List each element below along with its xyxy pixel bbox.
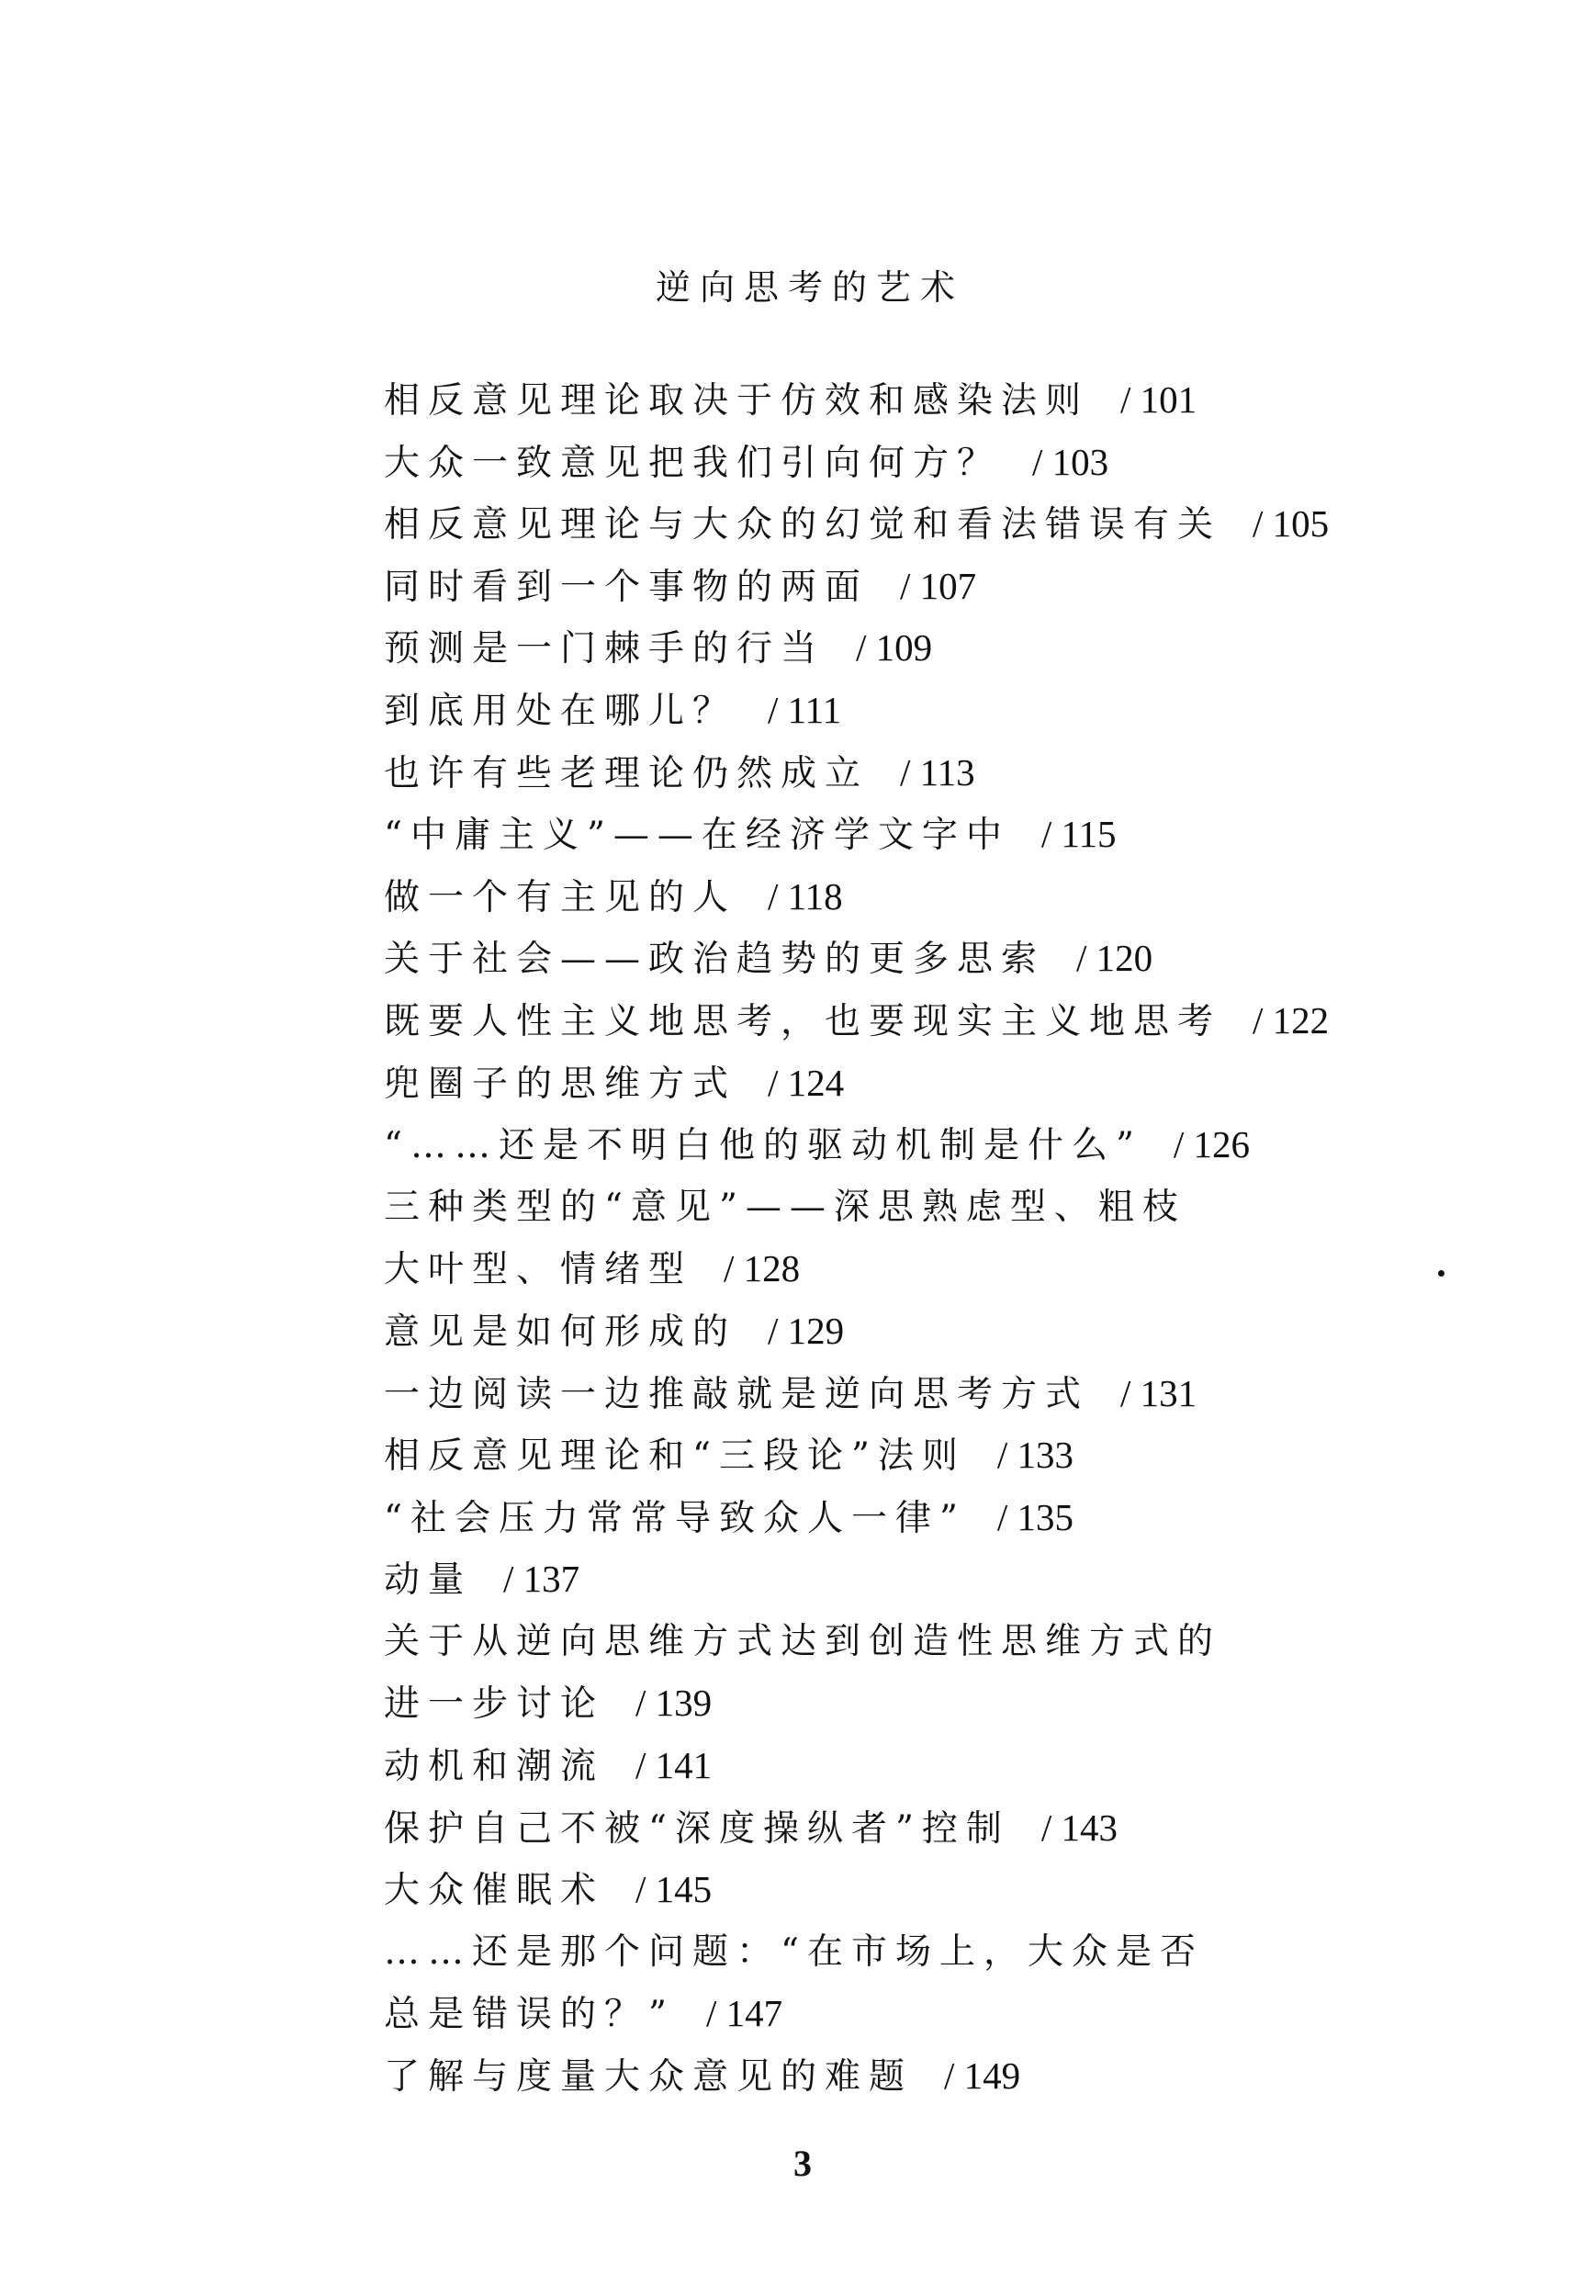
toc-entry-title: ……还是那个问题：“在市场上，大众是否 [384, 1930, 1204, 1973]
toc-entry [384, 1859, 1440, 1921]
toc-entry-title: 既要人性主义地思考，也要现实主义地思考 [384, 1000, 1222, 1042]
toc-entry-title: 相反意见理论与大众的幻觉和看法错误有关 [384, 504, 1222, 546]
toc-entry [384, 2045, 1440, 2108]
toc-entry-title: 预测是一门棘手的行当 [384, 628, 826, 670]
toc-entry-page: / 135 [996, 1495, 1074, 1538]
toc-entry-title: 进一步讨论 [384, 1683, 605, 1726]
toc-entry-page: / 122 [1253, 998, 1330, 1041]
toc-entry-line [384, 1176, 1440, 1239]
toc-entry [384, 1735, 1440, 1797]
toc-entry-page: / 141 [635, 1744, 713, 1787]
toc-entry [384, 804, 1440, 866]
toc-entry-title: 动机和潮流 [384, 1746, 605, 1788]
toc-entry-line [384, 432, 1440, 494]
toc-entry-page: / 147 [705, 1992, 783, 2035]
toc-entry [384, 493, 1440, 556]
toc-entry-line [384, 2045, 1440, 2108]
toc-entry-page: / 143 [1040, 1806, 1118, 1849]
toc-entry-page: / 133 [996, 1434, 1074, 1477]
toc-entry-title: 大叶型、情绪型 [384, 1249, 693, 1291]
toc-entry-title: “中庸主义”——在经济学文字中 [384, 815, 1010, 857]
toc-entry-line [384, 1921, 1440, 1984]
toc-entry-line [384, 1611, 1440, 1673]
toc-entry-title: 兜圈子的思维方式 [384, 1063, 737, 1105]
running-header-title: 逆向思考的艺术 [655, 267, 964, 308]
toc-entry-page: / 101 [1120, 378, 1197, 421]
toc-entry-line [384, 1114, 1440, 1176]
toc-entry-title: 到底用处在哪儿？ [384, 690, 737, 732]
page-number: 3 [793, 2143, 812, 2184]
toc-entry-title: 总是错误的？” [384, 1994, 675, 2036]
toc-entry [384, 369, 1440, 432]
toc-entry-line [384, 866, 1440, 929]
toc-entry [384, 990, 1440, 1052]
toc-entry-title: 关于从逆向思维方式达到创造性思维方式的 [384, 1620, 1222, 1662]
toc-entry-line [384, 742, 1440, 805]
toc-entry [384, 1052, 1440, 1115]
toc-entry-title: 相反意见理论取决于仿效和感染法则 [384, 380, 1090, 422]
toc-entry-title: “……还是不明白他的驱动机制是什么” [384, 1125, 1142, 1167]
toc-entry [384, 1424, 1440, 1487]
toc-entry-line [384, 617, 1440, 680]
toc-entry [384, 928, 1440, 990]
toc-entry [384, 1176, 1440, 1300]
toc-entry-title: 关于社会——政治趋势的更多思索 [384, 939, 1046, 981]
toc-entry-title: 三种类型的“意见”——深思熟虑型、粗枝 [384, 1186, 1186, 1228]
toc-entry-line [384, 1859, 1440, 1921]
toc-entry-page: / 118 [768, 874, 843, 917]
toc-entry-line [384, 369, 1440, 432]
toc-entry [384, 680, 1440, 742]
toc-entry-line [384, 1238, 1440, 1300]
toc-entry [384, 1300, 1440, 1363]
table-of-contents [384, 369, 1440, 2108]
toc-entry-page: / 103 [1032, 440, 1109, 483]
toc-entry-line [384, 1983, 1440, 2045]
toc-entry [384, 1921, 1440, 2045]
toc-entry-title: 大众催眠术 [384, 1870, 605, 1912]
toc-entry-line [384, 1363, 1440, 1425]
scan-speck [1438, 1270, 1444, 1277]
toc-entry [384, 1114, 1440, 1176]
toc-entry-line [384, 1548, 1440, 1611]
toc-entry-line [384, 1672, 1440, 1735]
toc-entry-page: / 149 [944, 2054, 1021, 2098]
toc-entry-page: / 137 [503, 1558, 580, 1601]
toc-entry-line [384, 804, 1440, 866]
toc-entry-page: / 105 [1253, 502, 1330, 546]
toc-entry-page: / 113 [900, 750, 975, 793]
toc-entry [384, 432, 1440, 494]
toc-entry-line [384, 493, 1440, 556]
toc-entry-title: 同时看到一个事物的两面 [384, 566, 870, 608]
toc-entry-page: / 129 [768, 1309, 845, 1352]
toc-entry-title: 了解与度量大众意见的难题 [384, 2056, 914, 2099]
toc-entry-page: / 128 [724, 1247, 801, 1290]
toc-entry-line [384, 990, 1440, 1052]
toc-entry-title: 做一个有主见的人 [384, 876, 737, 918]
toc-entry-title: 意见是如何形成的 [384, 1311, 737, 1353]
toc-entry-page: / 107 [900, 564, 977, 607]
toc-entry-title: 一边阅读一边推敲就是逆向思考方式 [384, 1373, 1090, 1415]
toc-entry-title: 大众一致意见把我们引向何方？ [384, 442, 1002, 484]
toc-entry-title: “社会压力常常导致众人一律” [384, 1497, 966, 1539]
toc-entry-page: / 126 [1173, 1123, 1251, 1166]
toc-entry [384, 742, 1440, 805]
toc-entry [384, 1487, 1440, 1549]
toc-entry [384, 556, 1440, 618]
toc-entry-page: / 120 [1076, 937, 1153, 980]
toc-entry-line [384, 1424, 1440, 1487]
toc-entry-page: / 109 [856, 626, 933, 670]
toc-entry-line [384, 1300, 1440, 1363]
toc-entry-line [384, 928, 1440, 990]
toc-entry-page: / 139 [635, 1682, 713, 1725]
toc-entry [384, 1548, 1440, 1611]
toc-entry [384, 866, 1440, 929]
toc-entry-line [384, 1735, 1440, 1797]
toc-entry-title: 保护自己不被“深度操纵者”控制 [384, 1807, 1010, 1850]
toc-entry-line [384, 680, 1440, 742]
toc-entry-page: / 145 [635, 1868, 713, 1911]
toc-entry-line [384, 1052, 1440, 1115]
toc-entry-line [384, 556, 1440, 618]
toc-entry-page: / 131 [1120, 1371, 1197, 1414]
toc-entry-page: / 115 [1040, 813, 1117, 856]
toc-entry [384, 1797, 1440, 1860]
toc-entry-line [384, 1797, 1440, 1860]
toc-entry [384, 1611, 1440, 1735]
toc-entry-line [384, 1487, 1440, 1549]
toc-entry [384, 617, 1440, 680]
toc-entry-title: 相反意见理论和“三段论”法则 [384, 1435, 966, 1478]
toc-entry-page: / 111 [768, 688, 842, 731]
toc-entry-title: 也许有些老理论仍然成立 [384, 752, 870, 794]
toc-entry-page: / 124 [768, 1061, 845, 1104]
toc-entry-title: 动量 [384, 1559, 473, 1602]
toc-entry [384, 1363, 1440, 1425]
